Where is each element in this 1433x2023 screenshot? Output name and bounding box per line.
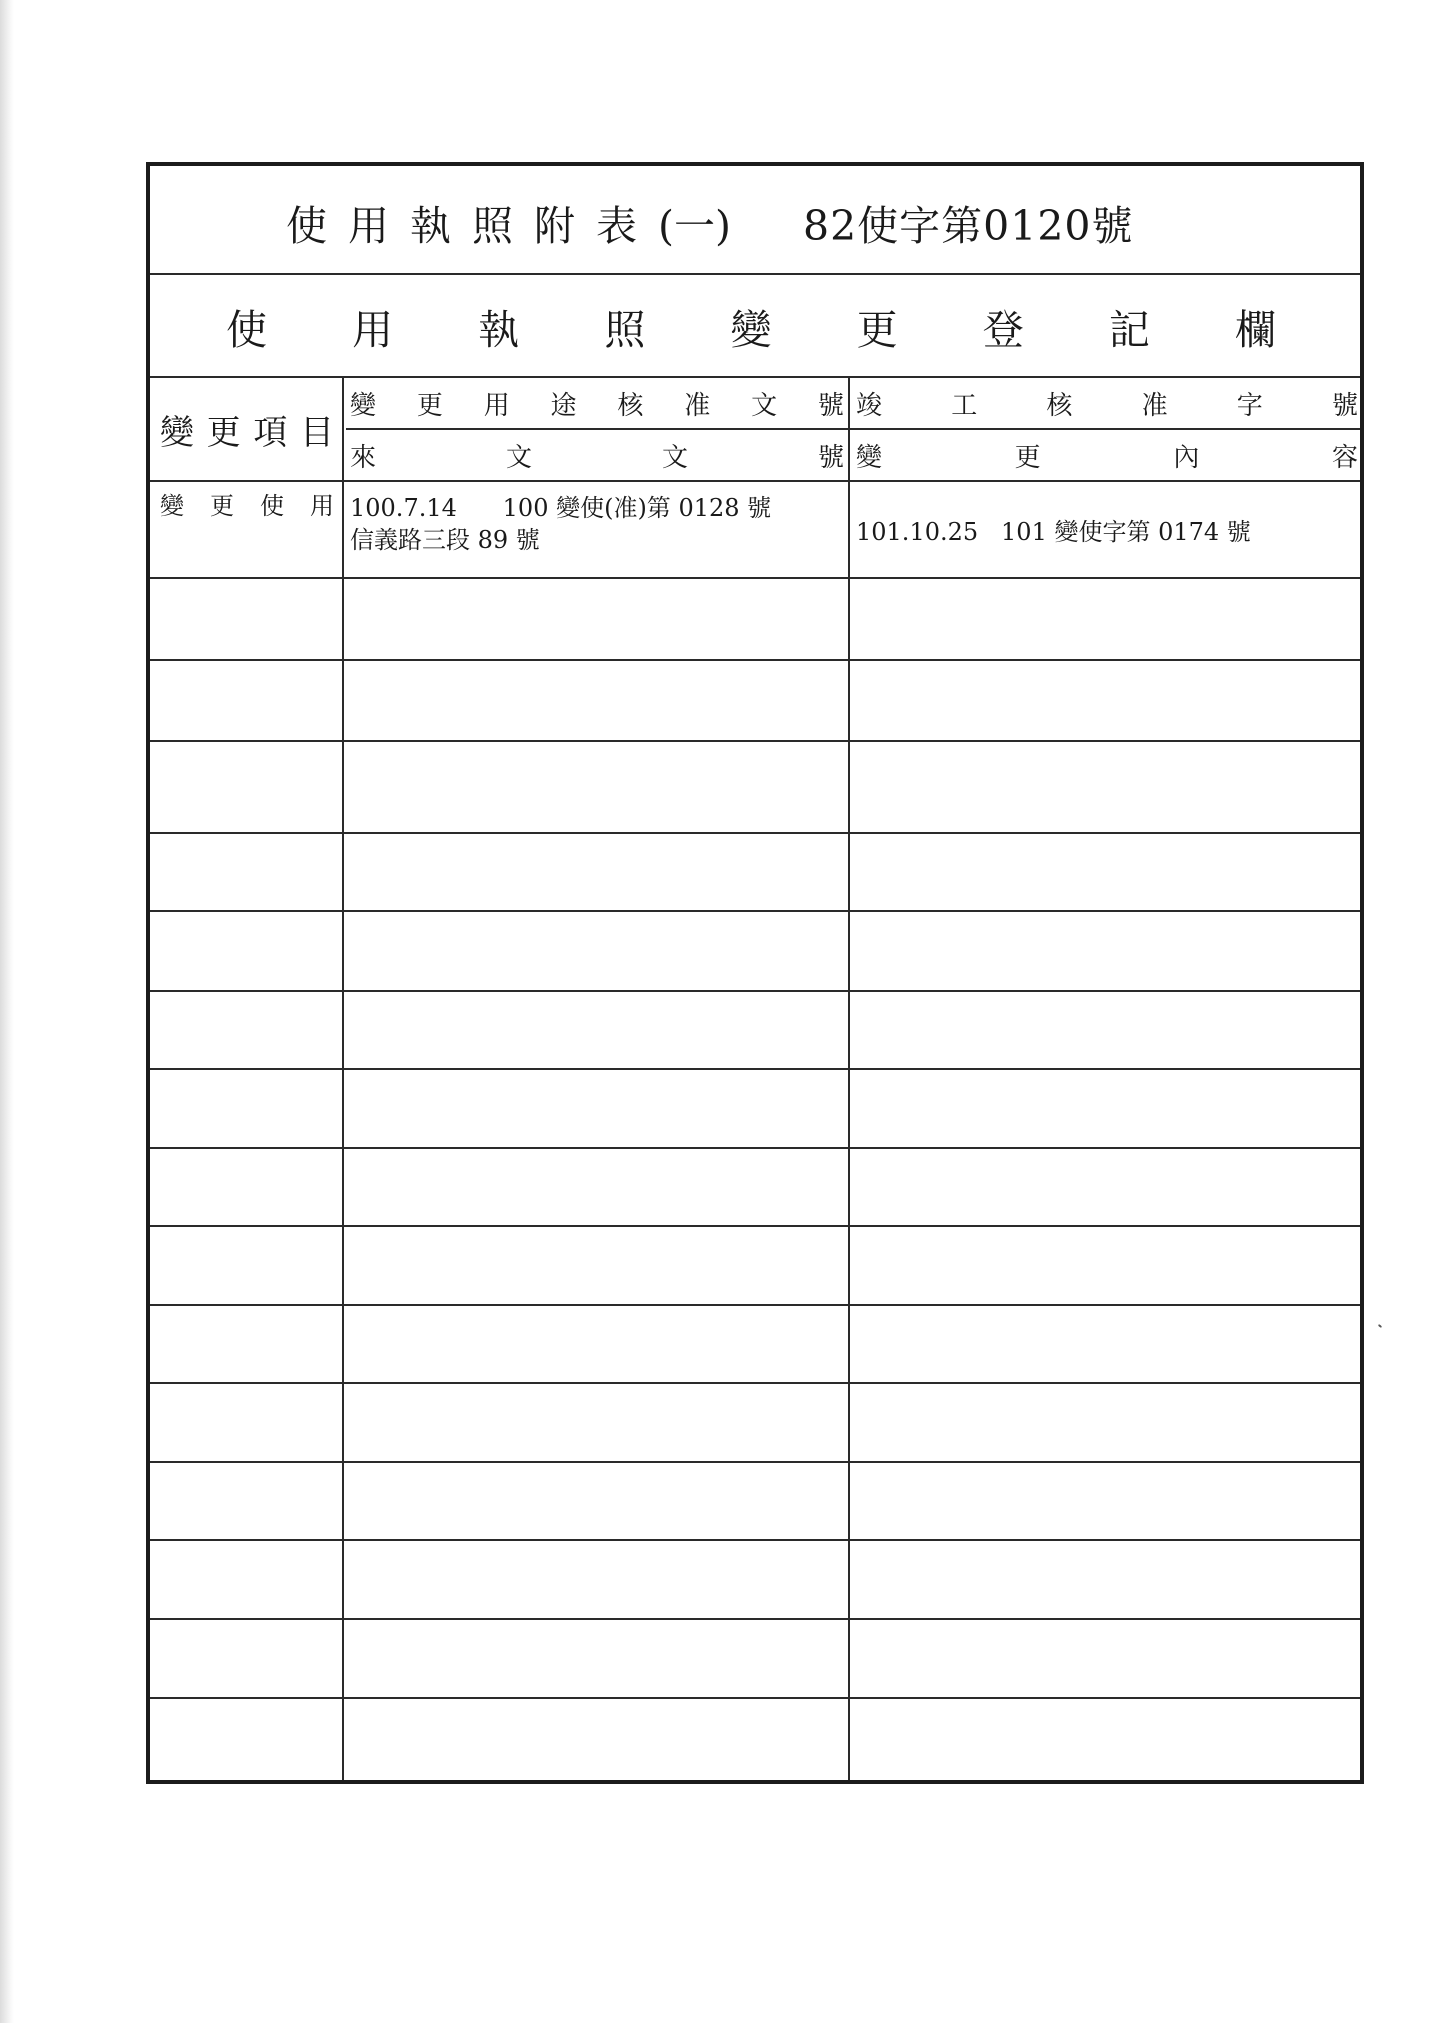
row-1-completion: 101.10.25 101 變使字第 0174 號	[856, 518, 1251, 546]
row-item-char: 更	[210, 492, 234, 520]
row-divider	[150, 1697, 1360, 1699]
title-char: 照	[472, 201, 513, 250]
header-char: 核	[617, 390, 644, 421]
header-char: 工	[951, 390, 978, 421]
header-char: 竣	[856, 390, 883, 421]
header-char: 文	[751, 390, 778, 421]
header-char: 准	[1141, 390, 1168, 421]
row-divider	[150, 659, 1360, 661]
row-divider	[150, 1618, 1360, 1620]
header-char: 准	[684, 390, 711, 421]
header-completion-doc	[852, 378, 1360, 428]
title-char: 用	[348, 201, 389, 250]
header-incoming-doc	[346, 430, 848, 480]
subtitle-char: 執	[478, 305, 520, 354]
header-char: 更	[416, 390, 443, 421]
title-char: (一)	[658, 201, 731, 250]
header-change-content	[852, 430, 1360, 480]
row-divider	[150, 740, 1360, 742]
subtitle-char: 使	[226, 305, 267, 354]
row-divider	[150, 1225, 1360, 1227]
row-divider	[150, 832, 1360, 834]
row-1-approval	[350, 492, 846, 556]
row-1-item	[156, 486, 338, 526]
header-char: 變	[160, 412, 194, 453]
title-char: 附	[534, 201, 575, 250]
header-char: 目	[299, 412, 334, 453]
row-divider	[150, 1539, 1360, 1541]
column-divider-2	[848, 378, 850, 1780]
title-char: 執	[410, 201, 451, 250]
subtitle-char: 登	[982, 305, 1024, 354]
form-subtitle	[226, 276, 1276, 376]
header-char: 號	[817, 390, 844, 421]
scan-edge-shadow	[0, 0, 14, 2023]
row-divider	[150, 1461, 1360, 1463]
header-char: 號	[1331, 390, 1358, 421]
header-char: 途	[550, 390, 577, 421]
form-title	[286, 182, 1346, 262]
row-item-char: 用	[310, 492, 334, 520]
subtitle-char: 照	[604, 305, 646, 354]
permit-number: 82使字第0120號	[803, 201, 1134, 250]
header-char: 變	[350, 390, 377, 421]
subtitle-char: 欄	[1235, 305, 1276, 354]
header-bottom-divider	[150, 480, 1360, 482]
header-change-item	[156, 378, 338, 480]
usage-permit-change-register-form	[146, 162, 1364, 1784]
header-approval-doc	[346, 378, 848, 428]
title-char: 使	[286, 201, 327, 250]
row-divider	[150, 990, 1360, 992]
scan-speck	[1378, 1324, 1382, 1328]
row-item-char: 使	[260, 492, 284, 520]
title-divider	[150, 273, 1360, 275]
row-item-char: 變	[160, 492, 184, 520]
row-divider	[150, 910, 1360, 912]
row-1-approval-line-1: 100.7.14 100 變使(准)第 0128 號	[350, 494, 772, 522]
header-char: 容	[1331, 442, 1358, 473]
header-char: 用	[483, 390, 510, 421]
row-divider	[150, 577, 1360, 579]
header-char: 項	[253, 412, 288, 453]
row-1-approval-line-2: 信義路三段 89 號	[350, 526, 540, 554]
row-divider	[150, 1382, 1360, 1384]
title-main	[286, 193, 731, 252]
column-divider-1	[342, 378, 344, 1780]
header-char: 更	[206, 412, 241, 453]
subtitle-char: 用	[352, 305, 394, 354]
header-char: 文	[505, 442, 532, 473]
header-char: 變	[856, 442, 883, 473]
header-char: 號	[817, 442, 844, 473]
row-divider	[150, 1147, 1360, 1149]
header-char: 核	[1046, 390, 1073, 421]
row-divider	[150, 1304, 1360, 1306]
header-char: 更	[1014, 442, 1041, 473]
subtitle-char: 記	[1108, 305, 1150, 354]
title-char: 表	[596, 201, 637, 250]
row-divider	[150, 1068, 1360, 1070]
header-char: 字	[1236, 390, 1263, 421]
header-char: 內	[1173, 442, 1200, 473]
header-char: 來	[350, 442, 377, 473]
subtitle-char: 更	[856, 305, 898, 354]
subtitle-char: 變	[730, 305, 772, 354]
header-char: 文	[661, 442, 688, 473]
